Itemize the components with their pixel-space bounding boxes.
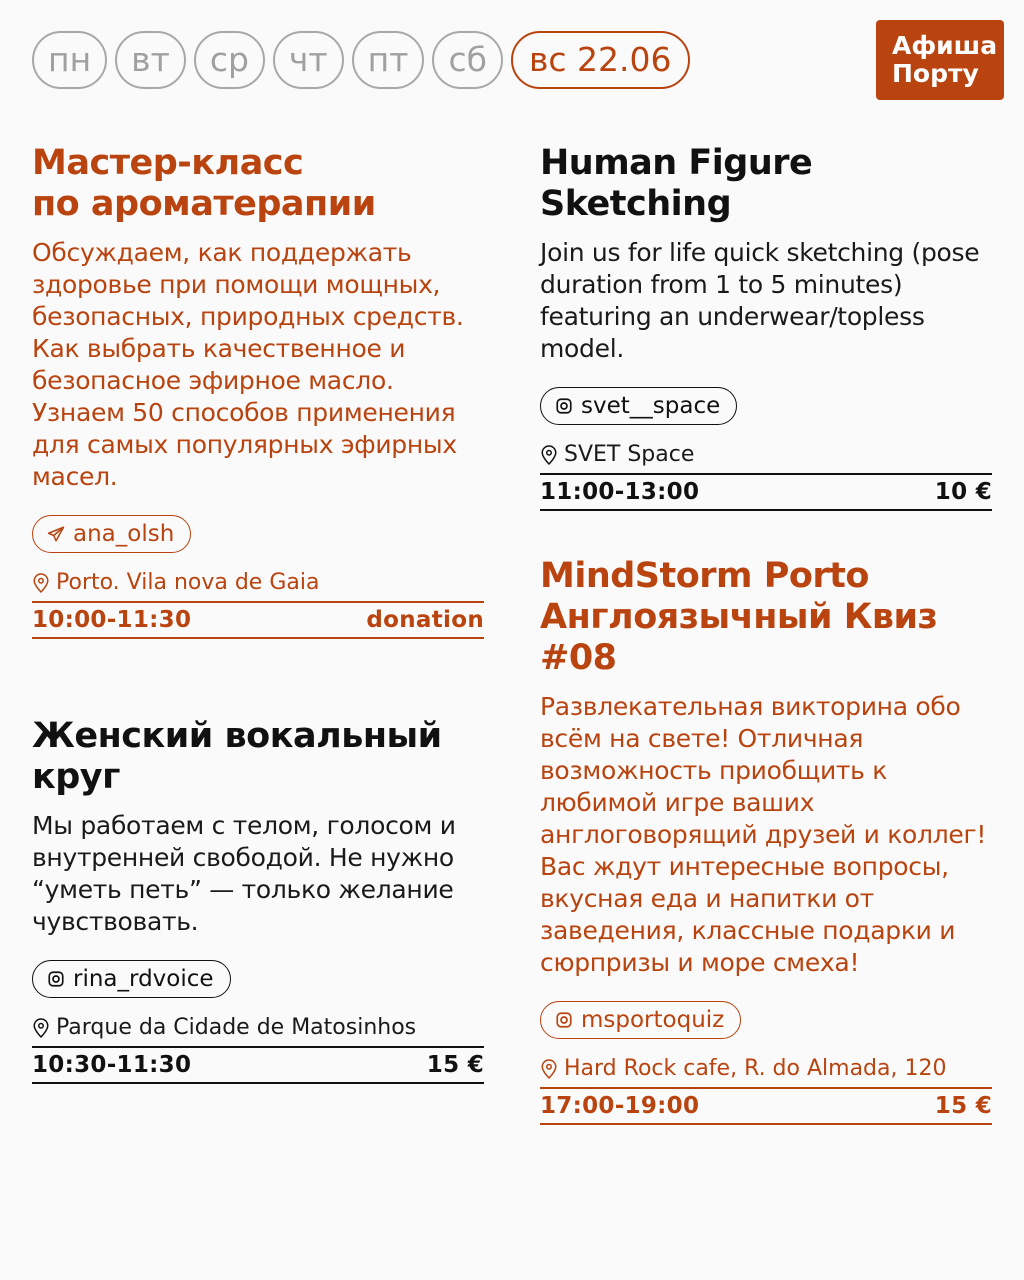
map-pin-icon xyxy=(32,572,50,594)
event-description: Обсуждаем, как поддержать здоровье при помощи мощных, безопасных, природных средств. Как выбрать качественное и безопасное эфирное масло. Узнаем 50 способов применения для самых популярных эфирных масел. xyxy=(32,238,464,491)
logo-line2: Порту xyxy=(892,59,979,88)
organizer-tag[interactable] xyxy=(540,387,737,425)
event-description: Мы работаем с телом, голосом и внутренней свободой. Не нужно “уметь петь” — только желание чувствовать. xyxy=(32,811,456,936)
event-time-price xyxy=(32,1046,484,1084)
map-pin-icon xyxy=(32,1017,50,1039)
event-location xyxy=(32,569,484,597)
day-tab-tue[interactable]: вт xyxy=(115,31,186,89)
day-tab-mon[interactable]: пн xyxy=(32,31,107,89)
event-time: 11:00-13:00 xyxy=(540,479,700,505)
event-location xyxy=(32,1014,484,1042)
event-title-line: Женский вокальный xyxy=(32,716,442,756)
event-time-price xyxy=(540,473,992,511)
organizer-handle: msportoquiz xyxy=(581,1007,725,1033)
event-time: 10:00-11:30 xyxy=(32,607,192,633)
day-tab-thu[interactable]: чт xyxy=(273,31,344,89)
event-title-line: #08 xyxy=(540,638,617,678)
event-title-line: Sketching xyxy=(540,184,732,224)
event-title-line: Мастер-класс xyxy=(32,143,304,183)
location-text: Porto. Vila nova de Gaia xyxy=(56,570,320,595)
event-title-line: Англоязычный Квиз xyxy=(540,597,938,637)
organizer-tag[interactable] xyxy=(540,1001,741,1039)
event-title-line: Human Figure xyxy=(540,143,813,183)
day-tab-sat[interactable]: сб xyxy=(432,31,503,89)
event-title xyxy=(32,716,484,798)
event-card-mindstorm-quiz xyxy=(540,556,992,1125)
event-price: 15 € xyxy=(426,1052,484,1078)
telegram-icon xyxy=(47,525,65,543)
map-pin-icon xyxy=(540,444,558,466)
location-text: Hard Rock cafe, R. do Almada, 120 xyxy=(564,1056,947,1081)
day-tab-fri[interactable]: пт xyxy=(352,31,425,89)
instagram-icon xyxy=(47,970,65,988)
map-pin-icon xyxy=(540,1058,558,1080)
instagram-icon xyxy=(555,1011,573,1029)
location-text: Parque da Cidade de Matosinhos xyxy=(56,1015,417,1040)
event-time: 10:30-11:30 xyxy=(32,1052,192,1078)
day-selector xyxy=(32,31,690,89)
event-title xyxy=(540,143,992,225)
event-title-line: MindStorm Porto xyxy=(540,556,869,596)
event-location xyxy=(540,1055,992,1083)
event-title-line: круг xyxy=(32,757,120,797)
event-time-price xyxy=(540,1087,992,1125)
event-price: 10 € xyxy=(934,479,992,505)
event-title xyxy=(540,556,992,679)
organizer-handle: rina_rdvoice xyxy=(73,966,214,992)
event-time-price xyxy=(32,601,484,639)
event-description: Join us for life quick sketching (pose duration from 1 to 5 minutes) featuring an underwear/topless model. xyxy=(540,238,980,363)
organizer-handle: svet__space xyxy=(581,393,721,419)
day-tab-sun-active[interactable]: вс 22.06 xyxy=(511,31,690,89)
organizer-handle: ana_olsh xyxy=(73,521,175,547)
event-card-aromatherapy xyxy=(32,143,484,639)
event-price: 15 € xyxy=(934,1093,992,1119)
logo-line1: Афиша xyxy=(892,31,998,60)
day-tab-wed[interactable]: ср xyxy=(194,31,265,89)
event-location xyxy=(540,441,992,469)
instagram-icon xyxy=(555,397,573,415)
event-card-vocal-circle xyxy=(32,716,484,1084)
organizer-tag[interactable] xyxy=(32,515,191,553)
event-description: Развлекательная викторина обо всём на свете! Отличная возможность приобщить к любимой игре ваших англоговорящий друзей и коллег! Вас ждут интересные вопросы, вкусная еда и напитки от заведения, классные подарки и сюрпризы и море смеха! xyxy=(540,692,987,977)
organizer-tag[interactable] xyxy=(32,960,231,998)
event-title xyxy=(32,143,484,225)
brand-logo xyxy=(876,20,1004,100)
event-price: donation xyxy=(366,607,484,633)
event-card-sketching xyxy=(540,143,992,511)
event-time: 17:00-19:00 xyxy=(540,1093,700,1119)
event-title-line: по ароматерапии xyxy=(32,184,376,224)
location-text: SVET Space xyxy=(564,442,695,467)
